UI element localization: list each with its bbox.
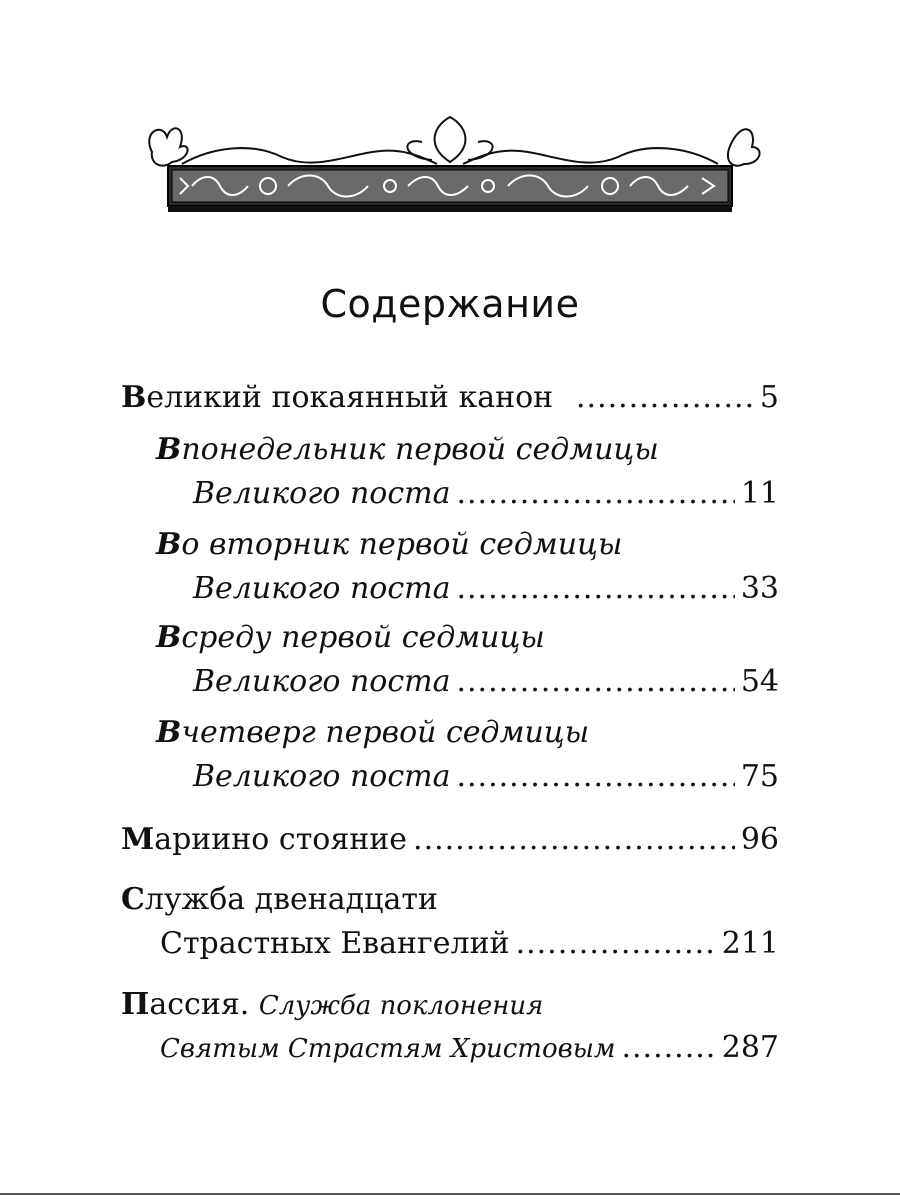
entry-initial: В: [156, 620, 182, 655]
entry-title-line2: Великого поста: [193, 664, 451, 699]
entry-title-line2: Святым Страстям Христовым: [160, 1034, 616, 1064]
toc-entry: [156, 432, 659, 467]
toc-leader: [570, 380, 779, 415]
entry-title: еликий покаянный канон: [146, 380, 554, 415]
toc-entry: [156, 527, 622, 562]
entry-title: ариино стояние: [154, 822, 408, 857]
entry-initial: В: [121, 380, 147, 415]
page-number: 75: [740, 759, 779, 794]
toc-entry-continuation: [193, 476, 779, 511]
toc-entry-continuation: [160, 1030, 779, 1065]
page-bottom-rule: [0, 1193, 900, 1195]
entry-title: ассия.: [149, 987, 250, 1022]
dot-leader: [456, 571, 734, 606]
entry-title: лужба двенадцати: [144, 882, 438, 917]
dot-leader: [456, 664, 734, 699]
dot-leader: [516, 926, 716, 961]
dot-leader: [456, 759, 734, 794]
toc-entry: [121, 822, 779, 857]
entry-subtitle: Служба поклонения: [258, 991, 544, 1021]
entry-initial: В: [156, 715, 182, 750]
entry-title: среду первой седмицы: [181, 620, 545, 655]
page-number: 11: [740, 476, 779, 511]
entry-title-line2: Страстных Евангелий: [160, 926, 510, 961]
entry-initial: М: [121, 822, 155, 857]
entry-initial: В: [156, 432, 182, 467]
entry-title: о вторник первой седмицы: [181, 527, 623, 562]
page-number: 5: [759, 380, 779, 415]
entry-title-line2: Великого поста: [193, 571, 451, 606]
entry-initial: С: [121, 882, 145, 917]
toc-entry: [121, 380, 553, 415]
entry-title-line2: Великого поста: [193, 476, 451, 511]
page-number: 33: [740, 571, 779, 606]
toc-entry: [156, 715, 589, 750]
page-number: 211: [721, 926, 779, 961]
toc-entry-continuation: [193, 759, 779, 794]
entry-initial: В: [156, 527, 182, 562]
dot-leader: [413, 822, 735, 857]
toc-entry: [156, 620, 545, 655]
page-title: Содержание: [320, 282, 580, 326]
page-number: 96: [740, 822, 779, 857]
toc-entry: [121, 987, 543, 1022]
page-number: 287: [721, 1030, 779, 1065]
toc-entry-continuation: [160, 926, 779, 961]
dot-leader: [621, 1030, 715, 1065]
page-number: 54: [740, 664, 779, 699]
dot-leader: [456, 476, 734, 511]
toc-entry-continuation: [193, 571, 779, 606]
ornamental-headpiece: [132, 112, 768, 216]
toc-entry: [121, 882, 438, 917]
toc-entry-continuation: [193, 664, 779, 699]
entry-title-line2: Великого поста: [193, 759, 451, 794]
entry-initial: П: [121, 987, 150, 1022]
entry-title: понедельник первой седмицы: [181, 432, 659, 467]
dot-leader: [576, 380, 754, 415]
entry-title: четверг первой седмицы: [181, 715, 590, 750]
